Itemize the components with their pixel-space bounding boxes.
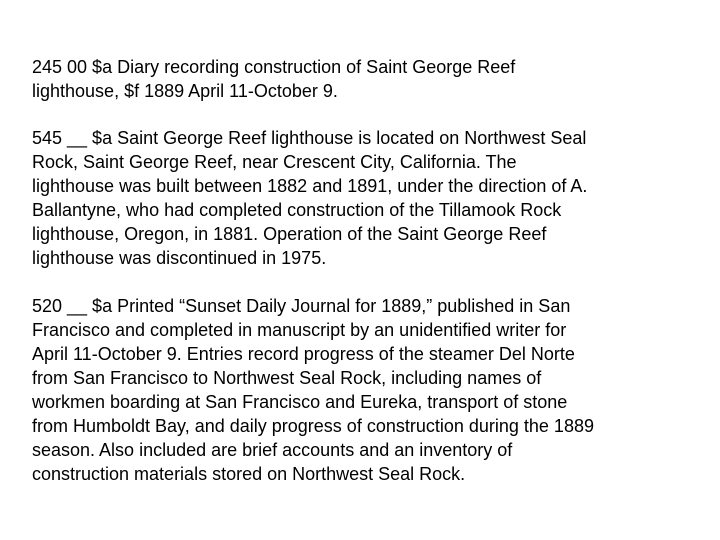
- marc-field-520-summary: 520 __ $a Printed “Sunset Daily Journal for 1889,” published in San Francisco and completed in manuscript by an unidentified writer for April 11-October 9. Entries record progress of the steamer Del Norte from San Francisco to Northwest Seal Rock, including names of workmen boarding at San Francisco and Eureka, transport of stone from Humboldt Bay, and daily progress of construction during the 1889 season. Also included are brief accounts and an inventory of construction materials stored on Northwest Seal Rock.: [32, 296, 594, 484]
- marc-field-245-title: 245 00 $a Diary recording construction of Saint George Reef lighthouse, $f 1889 April 11-October 9.: [32, 57, 516, 101]
- marc-field-545-biographical-note: 545 __ $a Saint George Reef lighthouse is located on Northwest Seal Rock, Saint George Reef, near Crescent City, California. The lighthouse was built between 1882 and 1891, under the direction of A. Ballantyne, who had completed construction of the Tillamook Rock lighthouse, Oregon, in 1881. Operation of the Saint George Reef lighthouse was discontinued in 1975.: [32, 128, 588, 268]
